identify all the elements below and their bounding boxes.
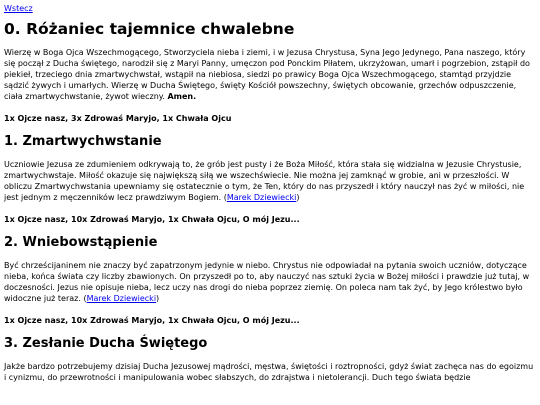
author-link[interactable]: Marek Dziewiecki — [86, 294, 157, 303]
section-prayers-1: 1x Ojcze nasz, 10x Zdrowaś Maryjo, 1x Chwała Ojcu, O mój Jezu... — [4, 215, 300, 224]
section-prayers-2: 1x Ojcze nasz, 10x Zdrowaś Maryjo, 1x Chwała Ojcu, O mój Jezu... — [4, 316, 300, 325]
intro-text — [4, 47, 536, 102]
creed-text: Wierzę w Boga Ojca Wszechmogącego, Stworzyciela nieba i ziemi, i w Jezusa Chrystusa, Syna Jego Jedynego, Pana naszego, który się począł z Ducha świętego, narodził się z Maryi Panny, umęczon pod Ponckim Piłatem, ukrzyżowan, umarł i pogrzebion, zstąpił do piekieł, trzeciego dnia zmartwychwstał, wstąpił na niebiosa, siedzi po prawicy Boga Ojca Wszechmogącego, stamtąd przyjdzie sądzić żywych i umarłych. Wierzę w Ducha Świętego, święty Kościół powszechny, świętych obcowanie, grzechów odpuszczenie, ciała zmartwychwstanie, żywot wieczny. — [4, 48, 530, 101]
section-text-2: Być chrześcijaninem nie znaczy być zapatrzonym jedynie w niebo. Chrystus nie odpowiadał na pytania swoich uczniów, dotyczące nieba, końca świata czy liczby zbawionych. On przyszedł po to, aby nauczyć nas sztuki życia w Bożej miłości i prawdzie już tutaj, w doczesności. Jezus nie opisuje nieba, lecz uczy nas drogi do nieba poprzez ziemię. On poleca nam tak żyć, by Jego królestwo było widoczne już teraz. (Marek Dziewiecki) — [4, 261, 530, 303]
section-heading-3: 3. Zesłanie Ducha Świętego — [4, 336, 208, 351]
intro-prayers: 1x Ojcze nasz, 3x Zdrowaś Maryjo, 1x Chwała Ojcu — [4, 114, 232, 123]
author-link[interactable]: Marek Dziewiecki — [226, 193, 297, 202]
section-heading-2: 2. Wniebowstąpienie — [4, 235, 158, 250]
back-link[interactable]: Wstecz — [4, 4, 33, 13]
meditation-text: Być chrześcijaninem nie znaczy być zapatrzonym jedynie w niebo. Chrystus nie odpowiadał na pytania swoich uczniów, dotyczące nieba, końca świata czy liczby zbawionych. On przyszedł po to, aby nauczyć nas sztuki życia w Bożej miłości i prawdzie już tutaj, w doczesności. Jezus nie opisuje nieba, lecz uczy nas drogi do nieba poprzez ziemię. On poleca nam tak żyć, by Jego królestwo było widoczne już teraz. — [4, 261, 530, 303]
section-text-1: Uczniowie Jezusa ze zdumieniem odkrywają to, że grób jest pusty i że Boża Miłość, która stała się widzialna w Jezusie Chrystusie, zmartwychwstaje. Miłość okazuje się największą siłą we wszechświecie. Nie można jej zamknąć w grobie, ani w przeszłości. W obliczu Zmartwychwstania upewniamy się ostatecznie o tym, że Ten, który do nas przyszedł i który nauczył nas żyć w miłości, nie jest jednym z męczenników lecz prawdziwym Bogiem. (Marek Dziewiecki) — [4, 160, 525, 202]
meditation-text: Uczniowie Jezusa ze zdumieniem odkrywają to, że grób jest pusty i że Boża Miłość, która stała się widzialna w Jezusie Chrystusie, zmartwychwstaje. Miłość okazuje się największą siłą we wszechświecie. Nie można jej zamknąć w grobie, ani w przeszłości. W obliczu Zmartwychwstania upewniamy się ostatecznie o tym, że Ten, który do nas przyszedł i który nauczył nas żyć w miłości, nie jest jednym z męczenników lecz prawdziwym Bogiem. — [4, 160, 525, 202]
section-text-3: Jakże bardzo potrzebujemy dzisiaj Ducha Jezusowej mądrości, męstwa, świętości i roztropności, gdyż świat zachęca nas do egoizmu i cynizmu, do przewrotności i manipulowania wobec słabszych, do zdrajstwa i nietolerancji. Duch tego świata będzie — [4, 362, 534, 382]
amen-text: Amen. — [167, 92, 197, 101]
section-heading-1: 1. Zmartwychwstanie — [4, 134, 162, 149]
page-title: 0. Różaniec tajemnice chwalebne — [4, 20, 295, 38]
